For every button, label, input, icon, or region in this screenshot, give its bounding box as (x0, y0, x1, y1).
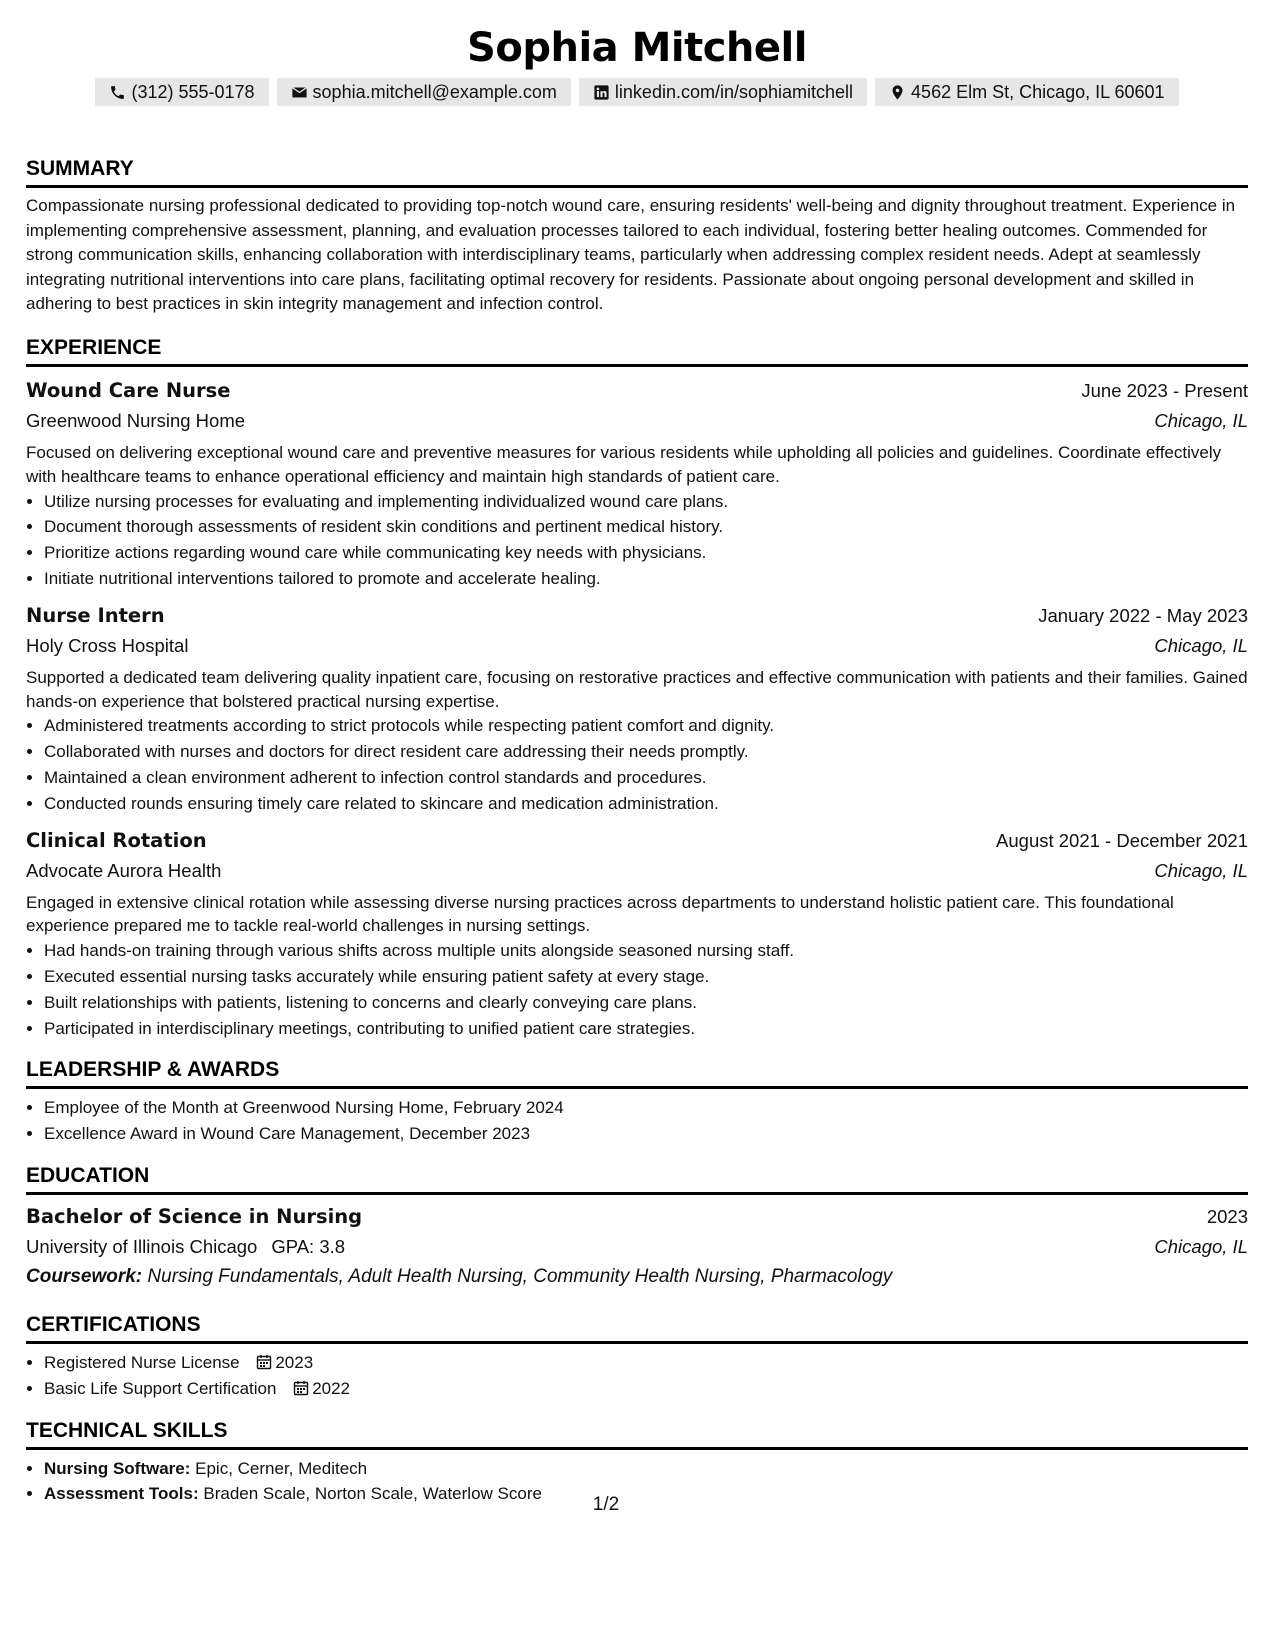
graduation-year: 2023 (1206, 1205, 1248, 1227)
job-role: Clinical Rotation (26, 828, 207, 852)
job-entry (26, 375, 1248, 592)
map-marker-icon (889, 84, 906, 101)
list-item: • Administered treatments according to strict protocols while respecting patient comfort and dignity. (44, 713, 1248, 739)
contact-linkedin-text: linkedin.com/in/sophiamitchell (614, 81, 854, 102)
skill-value: Epic, Cerner, Meditech (195, 1458, 368, 1478)
list-item: • Participated in interdisciplinary meetings, contributing to unified patient care strategies. (44, 1016, 1248, 1042)
certification-year: 2023 (275, 1352, 314, 1372)
phone-icon (109, 84, 126, 101)
list-item (44, 1350, 1248, 1376)
list-item: • Utilize nursing processes for evaluating and implementing individualized wound care plans. (44, 489, 1248, 515)
calendar-icon (293, 1380, 309, 1396)
job-dates: August 2021 - December 2021 (996, 829, 1248, 851)
job-location: Chicago, IL (1154, 634, 1248, 656)
certification-year: 2022 (312, 1378, 351, 1398)
linkedin-icon (593, 84, 610, 101)
section-title-skills: TECHNICAL SKILLS (26, 1418, 1248, 1450)
list-item: • Had hands-on training through various shifts across multiple units alongside seasoned nursing staff. (44, 938, 1248, 964)
list-item: • Employee of the Month at Greenwood Nursing Home, February 2024 (44, 1095, 1248, 1121)
certification-name: Basic Life Support Certification (44, 1378, 277, 1398)
certifications-list (26, 1350, 1248, 1402)
job-description: Supported a dedicated team delivering quality inpatient care, focusing on restorative practices and effective communication with patients and their families. Gained hands-on experience that bolstered practical nursing expertise. (26, 667, 1248, 711)
job-organization: Greenwood Nursing Home (26, 409, 246, 431)
candidate-name: Sophia Mitchell (467, 25, 807, 71)
contact-email-text: sophia.mitchell@example.com (312, 81, 557, 102)
section-title-certifications: CERTIFICATIONS (26, 1312, 1248, 1344)
contact-email[interactable] (277, 78, 571, 106)
contact-phone-text: (312) 555-0178 (131, 81, 255, 102)
job-description: Focused on delivering exceptional wound care and preventive measures for various residents while upholding all policies and guidelines. Coordinate effectively with healthcare teams to enhance operational efficiency and maintain high standards of patient care. (26, 442, 1222, 486)
summary-text: Compassionate nursing professional dedicated to providing top-notch wound care, ensuring residents' well-being and dignity throughout treatment. Experience in implementing comprehensive assessment, planning, and evaluation processes tailored to each individual, fostering better healing outcomes. Commended for strong communication skills, enhancing collaboration with interdisciplinary teams, particularly when addressing complex resident needs. Adept at seamlessly integrating nutritional interventions into care plans, facilitating optimal recovery for residents. Passionate about ongoing personal development and skilled in adhering to best practices in skin integrity management and infection control. (26, 196, 1236, 314)
leadership-section (26, 1057, 1248, 1147)
contact-linkedin[interactable] (579, 78, 867, 106)
school-location: Chicago, IL (1154, 1235, 1248, 1257)
list-item: • Collaborated with nurses and doctors for direct resident care addressing their needs promptly. (44, 739, 1248, 765)
list-item: • Document thorough assessments of resident skin conditions and pertinent medical history. (44, 514, 1248, 540)
list-item: • Built relationships with patients, listening to concerns and clearly conveying care plans. (44, 990, 1248, 1016)
job-entry (26, 600, 1248, 817)
contact-address[interactable] (875, 78, 1179, 106)
job-role: Wound Care Nurse (26, 378, 231, 402)
section-title-experience: EXPERIENCE (26, 335, 1248, 367)
school (26, 1232, 345, 1262)
school-name: University of Illinois Chicago (26, 1235, 258, 1257)
job-location: Chicago, IL (1154, 859, 1248, 881)
resume-page (26, 22, 1248, 1507)
certifications-section (26, 1312, 1248, 1402)
page-number: 1/2 (592, 1494, 620, 1515)
coursework-list: Nursing Fundamentals, Adult Health Nursing, Community Health Nursing, Pharmacology (147, 1265, 893, 1287)
coursework-label: Coursework: (26, 1265, 143, 1287)
list-item: • Initiate nutritional interventions tailored to promote and accelerate healing. (44, 566, 1248, 592)
calendar-icon (256, 1354, 272, 1370)
contact-phone[interactable] (95, 78, 268, 106)
envelope-icon (291, 84, 308, 101)
list-item (44, 1376, 1248, 1402)
skill-label: Nursing Software: (44, 1458, 191, 1478)
list-item: • Maintained a clean environment adherent to infection control standards and procedures. (44, 765, 1248, 791)
list-item: • Excellence Award in Wound Care Management, December 2023 (44, 1121, 1248, 1147)
contact-address-text: 4562 Elm St, Chicago, IL 60601 (911, 81, 1165, 102)
list-item: • Prioritize actions regarding wound care while communicating key needs with physicians. (44, 540, 1248, 566)
list-item: • Executed essential nursing tasks accurately while ensuring patient safety at every stage. (44, 964, 1248, 990)
job-bullets (26, 489, 1248, 592)
experience-section (26, 335, 1248, 1041)
job-dates: June 2023 - Present (1081, 379, 1248, 401)
list-item (44, 1456, 1248, 1482)
education-section (26, 1163, 1248, 1292)
job-dates: January 2022 - May 2023 (1038, 604, 1248, 626)
job-entry (26, 825, 1248, 1042)
job-organization: Advocate Aurora Health (26, 859, 222, 881)
section-title-summary: SUMMARY (26, 156, 1248, 188)
degree: Bachelor of Science in Nursing (26, 1204, 363, 1228)
job-organization: Holy Cross Hospital (26, 634, 189, 656)
list-item: • Conducted rounds ensuring timely care related to skincare and medication administration. (44, 791, 1248, 817)
job-role: Nurse Intern (26, 603, 165, 627)
summary-section (26, 156, 1248, 317)
job-location: Chicago, IL (1154, 409, 1248, 431)
certification-name: Registered Nurse License (44, 1352, 240, 1372)
gpa: GPA: 3.8 (271, 1235, 346, 1257)
skill-value: Braden Scale, Norton Scale, Waterlow Score (203, 1484, 542, 1504)
job-bullets (26, 713, 1248, 816)
skill-label: Assessment Tools: (44, 1484, 199, 1504)
job-description: Engaged in extensive clinical rotation while assessing diverse nursing practices across departments to understand holistic patient care. This foundational experience prepared me to tackle real-world challenges in nursing settings. (26, 892, 1174, 936)
contact-bar (26, 78, 1248, 106)
section-title-education: EDUCATION (26, 1163, 1248, 1195)
section-title-leadership: LEADERSHIP & AWARDS (26, 1057, 1248, 1089)
awards-list (26, 1095, 1248, 1147)
job-bullets (26, 938, 1248, 1041)
coursework (26, 1262, 1248, 1292)
